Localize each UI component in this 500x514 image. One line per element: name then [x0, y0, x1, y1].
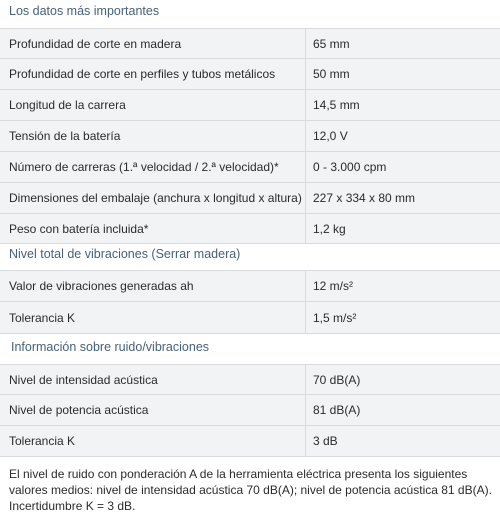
- spec-value: 1,2 kg: [313, 221, 346, 236]
- spec-row: [0, 364, 500, 395]
- spec-row: [0, 395, 500, 426]
- spec-row: [0, 152, 500, 183]
- spec-row: [0, 28, 500, 59]
- column-divider: [305, 59, 306, 89]
- spec-label: Tolerancia K: [9, 310, 76, 325]
- spec-row: [0, 270, 500, 302]
- spec-value: 81 dB(A): [313, 403, 361, 417]
- spec-label: Peso con batería incluida*: [9, 221, 149, 236]
- spec-value: 1,5 m/s²: [313, 310, 357, 325]
- spec-row: [0, 121, 500, 152]
- spec-label: Profundidad de corte en perfiles y tubos metálicos: [9, 67, 276, 81]
- spec-row: [0, 302, 500, 334]
- section-header-noise-info: Información sobre ruido/vibraciones: [11, 340, 210, 354]
- spec-row: [0, 214, 500, 244]
- column-divider: [305, 183, 306, 213]
- column-divider: [305, 271, 306, 301]
- column-divider: [305, 90, 306, 120]
- spec-value: 12,0 V: [313, 129, 348, 143]
- spec-value: 3 dB: [313, 434, 338, 448]
- spec-label: Longitud de la carrera: [9, 98, 126, 112]
- spec-value: 14,5 mm: [313, 98, 360, 112]
- section-header-important-data: Los datos más importantes: [9, 4, 160, 18]
- column-divider: [305, 395, 306, 425]
- spec-label: Nivel de intensidad acústica: [9, 372, 158, 387]
- column-divider: [305, 426, 306, 456]
- spec-label: Profundidad de corte en madera: [9, 36, 182, 51]
- spec-row: [0, 90, 500, 121]
- spec-row: [0, 426, 500, 457]
- spec-value: 227 x 334 x 80 mm: [313, 191, 416, 205]
- spec-label: Valor de vibraciones generadas ah: [9, 279, 194, 293]
- spec-value: 50 mm: [313, 67, 350, 81]
- noise-footnote: El nivel de ruido con ponderación A de la herramienta eléctrica presenta los siguientes valores medios: nivel de intensidad acústica 70 dB(A); nivel de potencia acústica 81 dB(A). Incertidumbre K = 3 dB.: [9, 467, 492, 513]
- spec-label: Dimensiones del embalaje (anchura x longitud x altura): [9, 191, 302, 205]
- spec-value: 65 mm: [313, 36, 350, 51]
- column-divider: [305, 29, 306, 58]
- spec-row: [0, 59, 500, 90]
- spec-value: 70 dB(A): [313, 372, 361, 387]
- column-divider: [305, 121, 306, 151]
- spec-value: 12 m/s²: [313, 279, 354, 293]
- section-header-vibration-total: Nivel total de vibraciones (Serrar madera): [9, 247, 241, 261]
- column-divider: [305, 365, 306, 394]
- column-divider: [305, 214, 306, 243]
- spec-label: Tolerancia K: [9, 434, 76, 448]
- spec-label: Nivel de potencia acústica: [9, 403, 149, 417]
- spec-label: Número de carreras (1.ª velocidad / 2.ª velocidad)*: [9, 160, 279, 174]
- spec-value: 0 - 3.000 cpm: [313, 160, 387, 174]
- column-divider: [305, 152, 306, 182]
- spec-label: Tensión de la batería: [9, 129, 121, 143]
- spec-row: [0, 183, 500, 214]
- column-divider: [305, 302, 306, 333]
